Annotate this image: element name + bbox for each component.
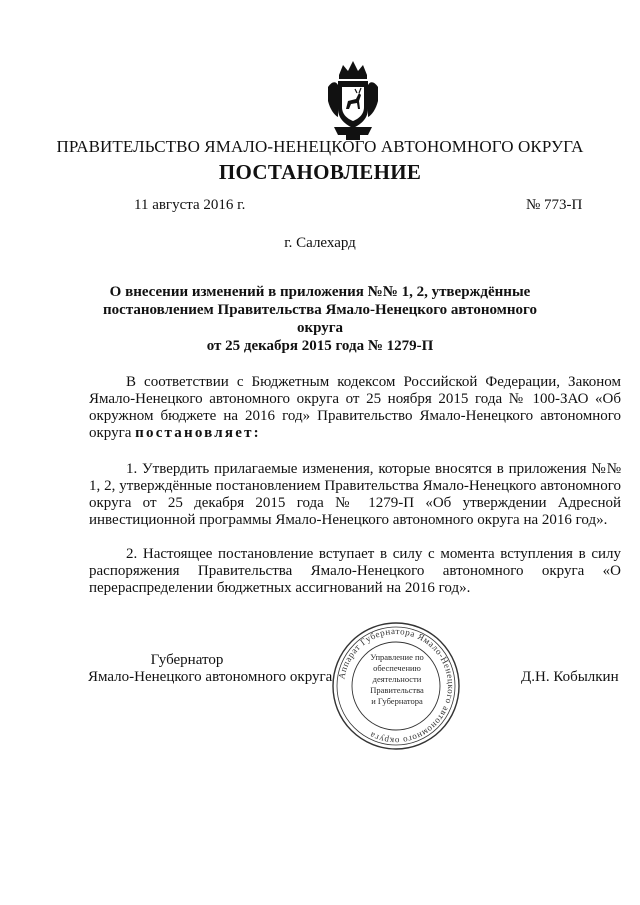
document-type: ПОСТАНОВЛЕНИЕ: [218, 160, 422, 184]
coat-of-arms-emblem: [326, 57, 380, 141]
decree-title: [100, 283, 540, 355]
signatory-title: Губернатор: [150, 652, 224, 668]
signatory-region: Ямало-Ненецкого автономного округа: [88, 669, 333, 685]
preamble-text: В соответствии с Бюджетным кодексом Российской Федерации, Законом Ямало-Ненецкого автономного округа от 25 ноября 2015 года № 100-ЗАО «Об окружном бюджете на 2016 год» Правительство Ямало-Ненецкого автономного округа: [89, 374, 621, 441]
title-line-2: постановлением Правительства Ямало-Ненецкого автономного округа: [103, 302, 537, 336]
title-line-1: О внесении изменений в приложения №№ 1, 2, утверждённые: [109, 284, 531, 300]
stamp-center-text: [359, 652, 435, 707]
item-2-paragraph: [89, 546, 621, 597]
decree-city: г. Салехард: [284, 235, 356, 251]
resolves-word: постановляет:: [135, 425, 261, 441]
stamp-ring-text: Аппарат Губернатора Ямало-Ненецкого автономного округа: [336, 625, 457, 747]
item-2-text: 2. Настоящее постановление вступает в силу с момента вступления в силу распоряжения Правительства Ямало-Ненецкого автономного округа «О перераспределении бюджетных ассигнований на 2016 год».: [89, 546, 621, 596]
signatory-name: Д.Н. Кобылкин: [521, 669, 619, 685]
stamp-line-2: обеспечению: [373, 663, 421, 673]
stamp-line-1: Управление по: [370, 652, 424, 662]
decree-number: № 773-П: [526, 197, 583, 213]
preamble-paragraph: [89, 374, 621, 442]
title-line-3: от 25 декабря 2015 года № 1279-П: [206, 338, 434, 354]
stamp-line-5: и Губернатора: [371, 696, 423, 706]
item-1-text: 1. Утвердить прилагаемые изменения, которые вносятся в приложения №№ 1, 2, утверждённые постановлением Правительства Ямало-Ненецкого автономного округа от 25 декабря 2015 года № 1279-П «Об утверждении Адресной инвестиционной программы Ямало-Ненецкого автономного округа на 2016 год».: [89, 461, 621, 528]
item-1-paragraph: [89, 461, 621, 529]
stamp-line-4: Правительства: [370, 685, 424, 695]
decree-date: 11 августа 2016 г.: [134, 197, 246, 213]
stamp-line-3: деятельности: [372, 674, 422, 684]
government-name: ПРАВИТЕЛЬСТВО ЯМАЛО-НЕНЕЦКОГО АВТОНОМНОГО ОКРУГА: [56, 137, 584, 156]
